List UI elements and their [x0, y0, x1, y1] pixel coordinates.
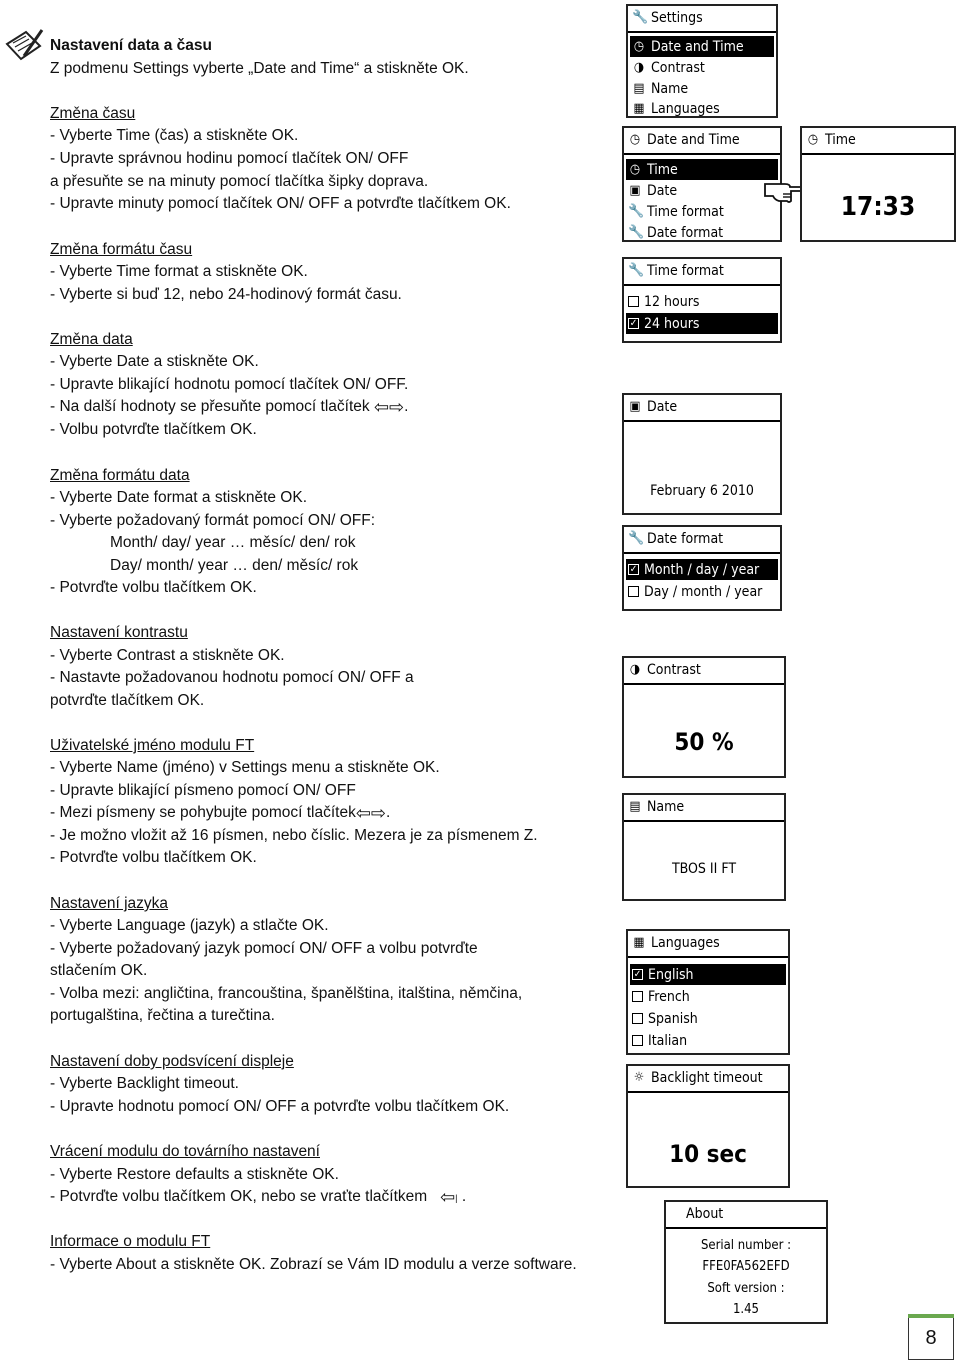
lcd-value: TBOS II FT [671, 861, 737, 877]
text-line: stlačením OK. [50, 962, 148, 979]
text-line: - Vyberte Name (jméno) v Settings menu a stiskněte OK. [50, 759, 440, 776]
lcd-item-label: Month / day / year [644, 561, 760, 578]
checkbox-checked-icon: ✓ [629, 318, 638, 329]
text-span: - Mezi písmeny se pohybujte pomocí tlačítek [50, 804, 356, 821]
page-number: 8 [908, 1314, 954, 1360]
lcd-title [806, 130, 856, 150]
lcd-date-time-screen [622, 126, 782, 242]
intro-text: Z podmenu Settings vyberte „Date and Time“ a stiskněte OK. [50, 60, 469, 77]
text-span: . [461, 1188, 467, 1205]
text-line: - Vyberte Restore defaults a stiskněte OK. [50, 1166, 339, 1183]
lcd-menu-item [626, 159, 778, 180]
wrench-icon: 🔧 [628, 263, 645, 278]
text-line: - Nastavte požadovanou hodnotu pomocí ON/ OFF a [50, 669, 414, 686]
lcd-title [632, 8, 703, 28]
lcd-title-text: Date [647, 399, 678, 415]
lcd-title-text: Time format [647, 263, 724, 279]
left-right-arrows-icon: ⇦⇨ [355, 803, 387, 823]
lcd-menu-item [626, 180, 778, 201]
lcd-title [628, 397, 677, 417]
text-line: - Vyberte Time (čas) a stiskněte OK. [50, 127, 299, 144]
lcd-settings-screen [626, 4, 778, 118]
name-card-icon: ▤ [629, 799, 641, 814]
lcd-item-label: Date [647, 182, 678, 199]
pointing-hand-icon [763, 178, 805, 204]
text-line: - Je možno vložit až 16 písmen, nebo číslic. Mezera je za písmenem Z. [50, 827, 538, 844]
lcd-title-text: Languages [651, 935, 720, 951]
lcd-menu-item [630, 57, 774, 78]
calendar-icon: ▣ [629, 182, 641, 198]
lcd-item-label: Italian [648, 1032, 688, 1049]
lcd-divider [666, 1227, 826, 1229]
text-line: - Volba mezi: angličtina, francouština, španělština, italština, němčina, [50, 985, 523, 1002]
text-line: portugalština, řečtina a turečtina. [50, 1007, 275, 1024]
name-card-icon: ▤ [633, 80, 645, 96]
lcd-title-text: Date format [647, 531, 724, 547]
lcd-option [630, 964, 786, 985]
section-title: Změna formátu času [50, 241, 193, 258]
lcd-title-text: Backlight timeout [651, 1070, 763, 1086]
text-line: - Vyberte Date a stiskněte OK. [50, 353, 259, 370]
text-span: . [404, 398, 409, 415]
text-span: . [386, 804, 391, 821]
lcd-date-format-screen [622, 525, 782, 611]
checkbox-icon [632, 1013, 643, 1024]
text-line: - Vyberte Date format a stiskněte OK. [50, 489, 307, 506]
checkbox-checked-icon: ✓ [633, 969, 642, 980]
lcd-title [628, 529, 723, 549]
lcd-value: 10 sec [669, 1140, 747, 1168]
lcd-menu-item [630, 78, 774, 99]
text-line: - Upravte blikající písmeno pomocí ON/ OFF [50, 782, 356, 799]
languages-icon: ▦ [633, 100, 645, 116]
lcd-item-label: 12 hours [644, 293, 700, 310]
lcd-title [632, 1068, 763, 1088]
text-line: - Vyberte About a stiskněte OK. Zobrazí se Vám ID modulu a verze software. [50, 1256, 577, 1273]
lcd-name-screen [622, 793, 786, 901]
text-line: Day/ month/ year … den/ měsíc/ rok [110, 557, 359, 574]
lcd-item-label: Time format [647, 203, 724, 220]
lcd-about-screen [664, 1200, 828, 1324]
lcd-option [630, 986, 786, 1007]
lcd-item-label: Languages [651, 100, 720, 117]
text-line: - Vyberte si buď 12, nebo 24-hodinový formát času. [50, 286, 402, 303]
lcd-title [628, 130, 740, 150]
text-line: - Upravte správnou hodinu pomocí tlačítek ON/ OFF [50, 150, 409, 167]
lcd-divider [624, 153, 780, 155]
lcd-option [626, 581, 778, 602]
clock-icon: ◷ [807, 132, 819, 147]
lcd-item-label: Spanish [648, 1010, 698, 1027]
lcd-title-text: Contrast [647, 662, 701, 678]
clock-icon: ◷ [629, 132, 641, 147]
wrench-icon: 🔧 [628, 531, 645, 546]
lcd-value: FFE0FA562EFD [702, 1259, 790, 1274]
lcd-divider [628, 956, 788, 958]
wrench-icon: 🔧 [628, 224, 645, 240]
lcd-divider [624, 820, 784, 822]
left-right-arrows-icon: ⇦⇨ [373, 397, 405, 417]
lcd-value: 50 % [674, 728, 734, 756]
lcd-divider [802, 153, 954, 155]
text-line [50, 396, 408, 419]
text-span: - Potvrďte volbu tlačítkem OK, nebo se vraťte tlačítkem [50, 1188, 428, 1205]
lcd-title-text: Time [825, 132, 856, 148]
text-line: - Vyberte Backlight timeout. [50, 1075, 239, 1092]
lcd-item-label: Date and Time [651, 38, 744, 55]
text-line: - Volbu potvrďte tlačítkem OK. [50, 421, 257, 438]
lcd-item-label: French [648, 988, 690, 1005]
checkbox-icon [628, 586, 639, 597]
lcd-item-label: 24 hours [644, 315, 700, 332]
lcd-title [628, 797, 684, 817]
text-line: - Upravte blikající hodnotu pomocí tlačítek ON/ OFF. [50, 376, 409, 393]
lcd-item-label: Contrast [651, 59, 705, 76]
page-heading: Nastavení data a času [50, 37, 212, 54]
clock-icon: ◷ [629, 161, 641, 177]
lcd-divider [628, 1091, 788, 1093]
lcd-option [626, 313, 778, 334]
text-line: - Upravte hodnotu pomocí ON/ OFF a potvrďte volbu tlačítkem OK. [50, 1098, 510, 1115]
notepad-pencil-icon [4, 26, 44, 66]
text-line: - Potvrďte volbu tlačítkem OK. [50, 849, 257, 866]
lcd-time-format-screen [622, 257, 782, 343]
text-line: - Vyberte požadovaný jazyk pomocí ON/ OFF a volbu potvrďte [50, 940, 478, 957]
lcd-title-text: Date and Time [647, 132, 740, 148]
text-line: - Potvrďte volbu tlačítkem OK. [50, 579, 257, 596]
checkbox-icon [632, 991, 643, 1002]
calendar-icon: ▣ [629, 399, 641, 414]
lcd-title-text: Name [647, 799, 685, 815]
section-title: Nastavení doby podsvícení displeje [50, 1053, 294, 1070]
text-line: - Vyberte Contrast a stiskněte OK. [50, 647, 285, 664]
lcd-option [626, 291, 778, 312]
lcd-menu-item [626, 222, 778, 243]
section-title: Změna času [50, 105, 136, 122]
lcd-item-label: Day / month / year [644, 583, 763, 600]
lcd-menu-item [630, 36, 774, 57]
page-number-accent [908, 1314, 954, 1318]
lcd-title [686, 1204, 723, 1224]
clock-icon: ◷ [633, 38, 645, 54]
section-title: Změna formátu data [50, 467, 190, 484]
lcd-item-label: English [648, 966, 694, 983]
lcd-backlight-screen [626, 1064, 790, 1188]
lcd-divider [624, 284, 780, 286]
text-line [50, 802, 390, 825]
section-title: Informace o modulu FT [50, 1233, 211, 1250]
text-line: Month/ day/ year … měsíc/ den/ rok [110, 534, 356, 551]
lcd-date-screen [622, 393, 782, 515]
section-title: Nastavení kontrastu [50, 624, 188, 641]
lcd-divider [628, 31, 776, 33]
checkbox-icon [632, 1035, 643, 1046]
section-title: Změna data [50, 331, 133, 348]
contrast-icon: ◑ [629, 662, 641, 677]
lcd-divider [624, 552, 780, 554]
lcd-title-text: Settings [651, 10, 703, 26]
lcd-value: Serial number : [700, 1238, 792, 1253]
contrast-icon: ◑ [633, 59, 645, 75]
lcd-contrast-screen [622, 656, 786, 778]
lcd-time-screen [800, 126, 956, 242]
lcd-item-label: Date format [647, 224, 724, 241]
back-arrow-icon: ⇦ [440, 1187, 456, 1207]
lcd-option [626, 559, 778, 580]
lcd-option [630, 1008, 786, 1029]
checkbox-checked-icon: ✓ [629, 564, 638, 575]
lcd-value: 17:33 [840, 192, 916, 222]
lcd-menu-item [630, 98, 774, 119]
text-line: - Upravte minuty pomocí tlačítek ON/ OFF a potvrďte tlačítkem OK. [50, 195, 511, 212]
text-line: - Vyberte požadovaný formát pomocí ON/ OFF: [50, 512, 376, 529]
lcd-item-label: Time [647, 161, 678, 178]
lcd-option [630, 1030, 786, 1051]
lcd-value: February 6 2010 [650, 483, 754, 499]
text-span: - Na další hodnoty se přesuňte pomocí tlačítek [50, 398, 370, 415]
lcd-title [628, 261, 724, 281]
lcd-divider [624, 683, 784, 685]
lcd-title [628, 660, 701, 680]
section-title: Vrácení modulu do továrního nastavení [50, 1143, 320, 1160]
text-line: a přesuňte se na minuty pomocí tlačítka šipky doprava. [50, 173, 429, 190]
lcd-value: Soft version : [707, 1281, 785, 1296]
languages-icon: ▦ [633, 935, 645, 950]
text-line: - Vyberte Time format a stiskněte OK. [50, 263, 308, 280]
lcd-value: 1.45 [732, 1302, 760, 1317]
section-title: Nastavení jazyka [50, 895, 169, 912]
lcd-title-text: About [686, 1206, 724, 1222]
wrench-icon: 🔧 [628, 203, 645, 219]
text-line: - Potvrďte volbu tlačítkem OK, nebo se vraťte tlačítkem ⇦| . [50, 1187, 467, 1207]
lcd-divider [624, 420, 780, 422]
wrench-icon: 🔧 [632, 10, 649, 25]
lcd-menu-item [626, 201, 778, 222]
sun-icon: ☼ [633, 1070, 645, 1085]
lcd-languages-screen [626, 929, 790, 1055]
text-line: - Vyberte Language (jazyk) a stlačte OK. [50, 917, 329, 934]
section-title: Uživatelské jméno modulu FT [50, 737, 255, 754]
checkbox-icon [628, 296, 639, 307]
lcd-item-label: Name [651, 80, 689, 97]
lcd-title [632, 933, 720, 953]
text-line: potvrďte tlačítkem OK. [50, 692, 205, 709]
